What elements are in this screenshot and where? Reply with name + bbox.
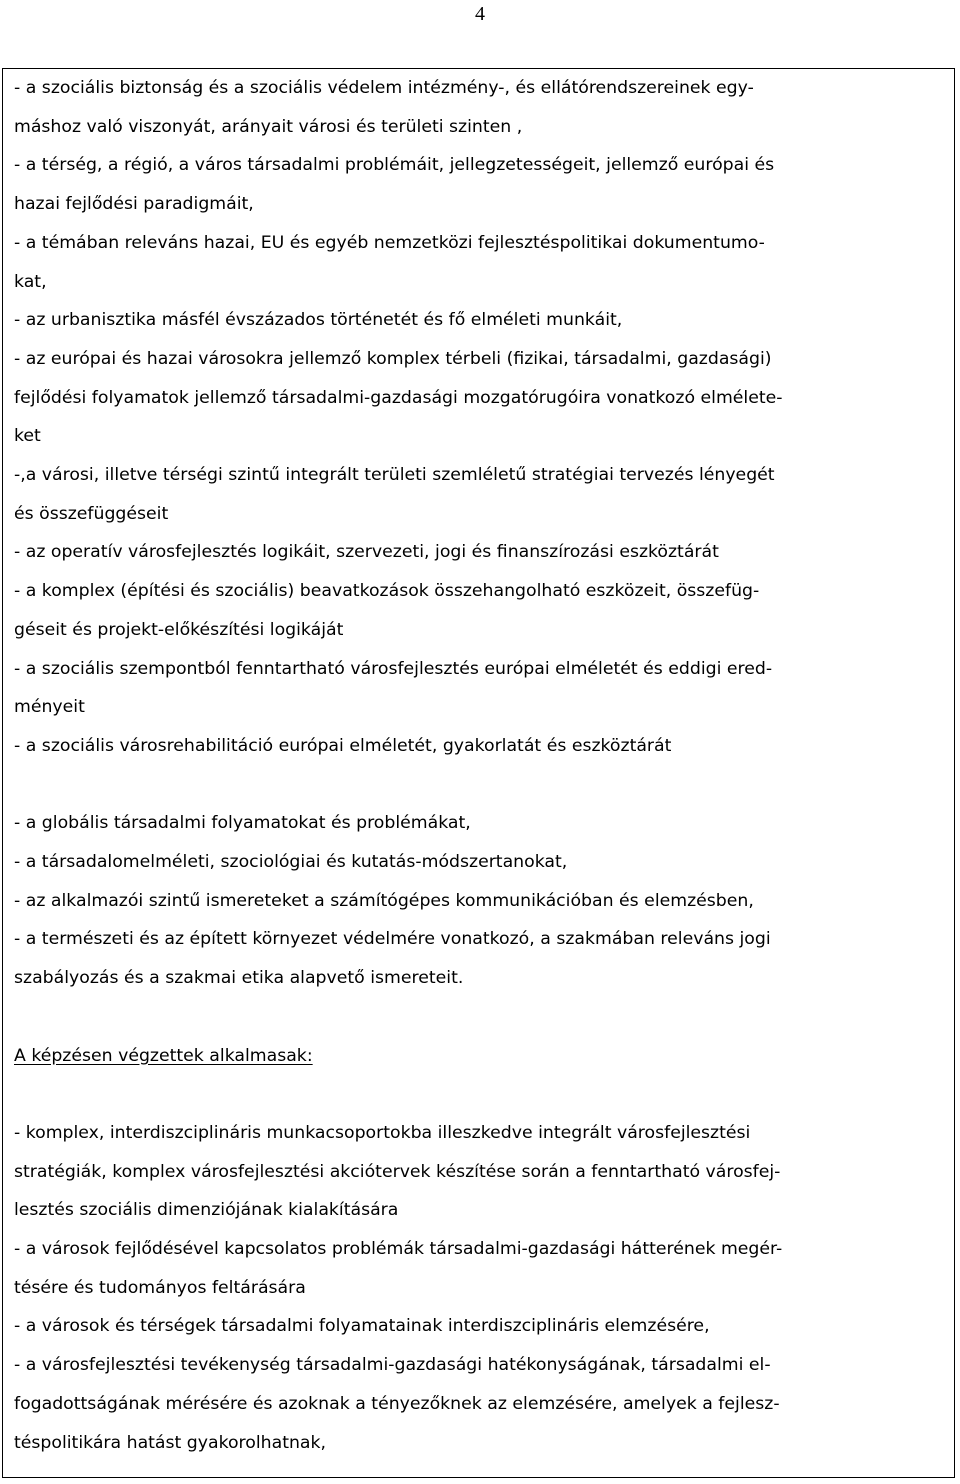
text-line: - a szociális városrehabilitáció európai elméletét, gyakorlatát és eszköztárát <box>14 735 672 756</box>
text-line: fogadottságának mérésére és azoknak a tényezőknek az elemzésére, amelyek a fejlesz- <box>14 1393 780 1414</box>
text-line: -,a városi, illetve térségi szintű integrált területi szemléletű stratégiai tervezés lényegét <box>14 465 775 486</box>
knowledge-list-part-2 <box>14 804 938 998</box>
text-line: géseit és projekt-előkészítési logikáját <box>14 619 344 640</box>
abilities-list <box>14 1114 938 1462</box>
paragraph-gap <box>14 1075 938 1114</box>
text-line: - az alkalmazói szintű ismereteket a számítógépes kommunikációban és elemzésben, <box>14 890 754 911</box>
text-line: hazai fejlődési paradigmáit, <box>14 194 254 215</box>
text-line: téspolitikára hatást gyakorolhatnak, <box>14 1432 327 1453</box>
text-line: - a társadalomelméleti, szociológiai és kutatás-módszertanokat, <box>14 852 568 873</box>
text-line: máshoz való viszonyát, arányait városi és területi szinten , <box>14 116 523 137</box>
text-line: fejlődési folyamatok jellemző társadalmi-gazdasági mozgatórugóira vonatkozó elmélete- <box>14 387 783 408</box>
paragraph-gap <box>14 998 938 1037</box>
text-line: - a globális társadalmi folyamatokat és problémákat, <box>14 813 471 834</box>
text-line: - a szociális biztonság és a szociális védelem intézmény-, és ellátórendszereinek egy- <box>14 78 754 98</box>
text-line: szabályozás és a szakmai etika alapvető ismereteit. <box>14 968 464 989</box>
text-line: tésére és tudományos feltárására <box>14 1277 306 1298</box>
text-line: - a városok és térségek társadalmi folyamatainak interdiszciplináris elemzésére, <box>14 1316 710 1337</box>
text-line: - a témában releváns hazai, EU és egyéb nemzetközi fejlesztéspolitikai dokumentumo- <box>14 232 765 253</box>
text-line: - a természeti és az épített környezet védelmére vonatkozó, a szakmában releváns jogi <box>14 929 771 950</box>
text-line: - az urbanisztika másfél évszázados történetét és fő elméleti munkáit, <box>14 310 623 331</box>
text-line: - a térség, a régió, a város társadalmi problémáit, jellegzetességeit, jellemző európai és <box>14 155 775 176</box>
text-line: - a városok fejlődésével kapcsolatos problémák társadalmi-gazdasági hátterének megér- <box>14 1239 783 1260</box>
text-line: lesztés szociális dimenziójának kialakítására <box>14 1200 399 1221</box>
paragraph-gap <box>14 766 938 805</box>
text-line: ket <box>14 426 41 447</box>
text-line: stratégiák, komplex városfejlesztési akciótervek készítése során a fenntartható városfej- <box>14 1161 781 1182</box>
section-heading: A képzésen végzettek alkalmasak: <box>14 1045 313 1066</box>
text-line: - a szociális szempontból fenntartható városfejlesztés európai elméletét és eddigi ered- <box>14 658 773 679</box>
document-body <box>14 69 938 1462</box>
text-line: - az operatív városfejlesztés logikáit, szervezeti, jogi és finanszírozási eszköztárát <box>14 542 719 563</box>
page-number: 4 <box>475 3 485 25</box>
text-line: - a városfejlesztési tevékenység társadalmi-gazdasági hatékonyságának, társadalmi el- <box>14 1355 771 1376</box>
knowledge-list-part-1 <box>14 69 938 766</box>
text-line: - a komplex (építési és szociális) beavatkozások összehangolható eszközeit, összefüg- <box>14 581 760 602</box>
text-line: - az európai és hazai városokra jellemző komplex térbeli (fizikai, társadalmi, gazdasági) <box>14 348 772 369</box>
text-line: ményeit <box>14 697 85 718</box>
text-line: kat, <box>14 271 47 292</box>
text-line: és összefüggéseit <box>14 503 169 524</box>
text-line: - komplex, interdiszciplináris munkacsoportokba illeszkedve integrált városfejlesztési <box>14 1122 751 1143</box>
